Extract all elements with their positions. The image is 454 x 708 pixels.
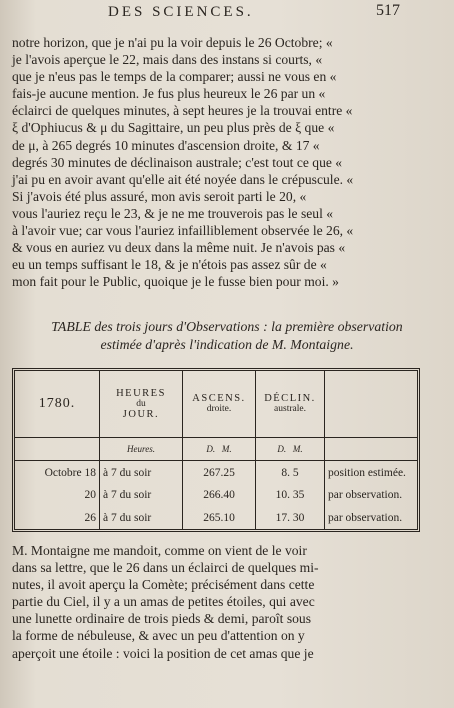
cell-note: par observation. xyxy=(325,506,418,529)
cell-date: 26 xyxy=(84,511,96,524)
header-hours xyxy=(100,371,183,437)
text-line: mon fait pour le Public, quoique je le fusse bien pour moi. » xyxy=(12,274,339,290)
declination-label: DÉCLIN. xyxy=(264,393,316,405)
units-note xyxy=(325,437,418,461)
declination-sublabel: australe. xyxy=(274,404,306,415)
cell-note: par observation. xyxy=(325,484,418,507)
text-line: fais-je aucune mention. Je fus plus heureux le 26 par un « xyxy=(12,86,326,102)
cell-declination: 17. 30 xyxy=(256,506,325,529)
ascension-label: ASCENS. xyxy=(192,393,246,405)
text-line: je l'avois aperçue le 22, mais dans des instans si courts, « xyxy=(12,52,323,68)
text-line: notre horizon, que je n'ai pu la voir depuis le 26 Octobre; « xyxy=(12,35,333,50)
hours-label-du: du xyxy=(136,398,146,409)
text-line: nutes, il avoit aperçu la Comète; précisément dans cette xyxy=(12,577,315,593)
caption-line: estimée d'après l'indication de M. Montaigne. xyxy=(100,337,354,352)
running-title: DES SCIENCES. xyxy=(108,4,254,20)
units-ascension xyxy=(183,437,256,461)
text-line: la forme de nébuleuse, & avec un peu d'attention on y xyxy=(12,628,305,644)
text-line: aperçoit une étoile : voici la position de cet amas que je xyxy=(12,645,314,661)
text-line: ξ d'Ophiucus & μ du Sagittaire, un peu plus près de ξ que « xyxy=(12,120,335,136)
table-header-row xyxy=(15,371,417,437)
caption-line: TABLE des trois jours d'Observations : la première observation xyxy=(51,319,403,334)
hours-label-jour: JOUR. xyxy=(122,408,160,420)
paragraph-letter xyxy=(12,34,442,290)
text-line: M. Montaigne me mandoit, comme on vient de le voir xyxy=(12,543,307,558)
header-declination xyxy=(256,371,325,437)
cell-hour: à 7 du soir xyxy=(100,461,183,484)
table-units-row xyxy=(15,437,417,461)
paragraph-continuation xyxy=(12,542,442,662)
text-line: degrés 30 minutes de déclinaison australe; c'est tout ce que « xyxy=(12,154,343,170)
text-line: Si j'avois été plus assuré, mon avis seroit parti le 20, « xyxy=(12,188,307,204)
units-declination xyxy=(256,437,325,461)
text-line: & vous en auriez vu deux dans la même nuit. Je n'avois pas « xyxy=(12,240,346,256)
units-minutes: M. xyxy=(221,443,232,454)
page-number: 517 xyxy=(376,2,400,19)
text-line: eu un temps suffisant le 18, & je n'étois pas assez sûr de « xyxy=(12,257,327,273)
units-degrees: D. xyxy=(206,443,216,454)
table-row xyxy=(15,484,417,507)
cell-note: position estimée. xyxy=(325,461,418,484)
units-hours: Heures. xyxy=(100,437,183,461)
ascension-sublabel: droite. xyxy=(206,404,232,415)
units-empty xyxy=(15,437,100,461)
table-row xyxy=(15,461,417,484)
cell-ascension: 265.10 xyxy=(183,506,256,529)
cell-date: Octobre 18 xyxy=(44,466,96,479)
text-line: que je n'eus pas le temps de la comparer; aussi ne vous en « xyxy=(12,69,337,85)
cell-date: 20 xyxy=(84,489,96,502)
table-row xyxy=(15,506,417,529)
text-line: dans sa lettre, que le 26 dans un éclairci de quelques mi- xyxy=(12,560,319,576)
cell-declination: 8. 5 xyxy=(256,461,325,484)
text-line: partie du Ciel, il y a un amas de petites étoiles, qui avec xyxy=(12,594,315,610)
cell-declination: 10. 35 xyxy=(256,484,325,507)
observations-table xyxy=(12,368,420,532)
cell-hour: à 7 du soir xyxy=(100,506,183,529)
cell-ascension: 267.25 xyxy=(183,461,256,484)
header-year xyxy=(15,371,100,437)
text-line: éclairci de quelques minutes, à sept heures je la trouvai entre « xyxy=(12,103,353,119)
header-ascension xyxy=(183,371,256,437)
cell-hour: à 7 du soir xyxy=(100,484,183,507)
text-line: à l'avoir vue; car vous l'auriez infailliblement observée le 26, « xyxy=(12,223,354,239)
year-label: 1780. xyxy=(38,395,76,411)
text-line: une lunette ordinaire de trois pieds & demi, paroît sous xyxy=(12,611,311,627)
text-line: de μ, à 265 degrés 10 minutes d'ascension droite, & 17 « xyxy=(12,137,320,153)
hours-label: HEURES xyxy=(116,387,166,399)
text-line: j'ai pu en avoir avant qu'elle ait été noyée dans le crépuscule. « xyxy=(12,171,354,187)
table-caption xyxy=(12,318,442,354)
cell-ascension: 266.40 xyxy=(183,484,256,507)
text-line: vous l'auriez reçu le 23, & je ne me trouverois pas le seul « xyxy=(12,205,334,221)
header-note xyxy=(325,371,418,437)
units-minutes: M. xyxy=(292,443,303,454)
units-degrees: D. xyxy=(277,443,287,454)
